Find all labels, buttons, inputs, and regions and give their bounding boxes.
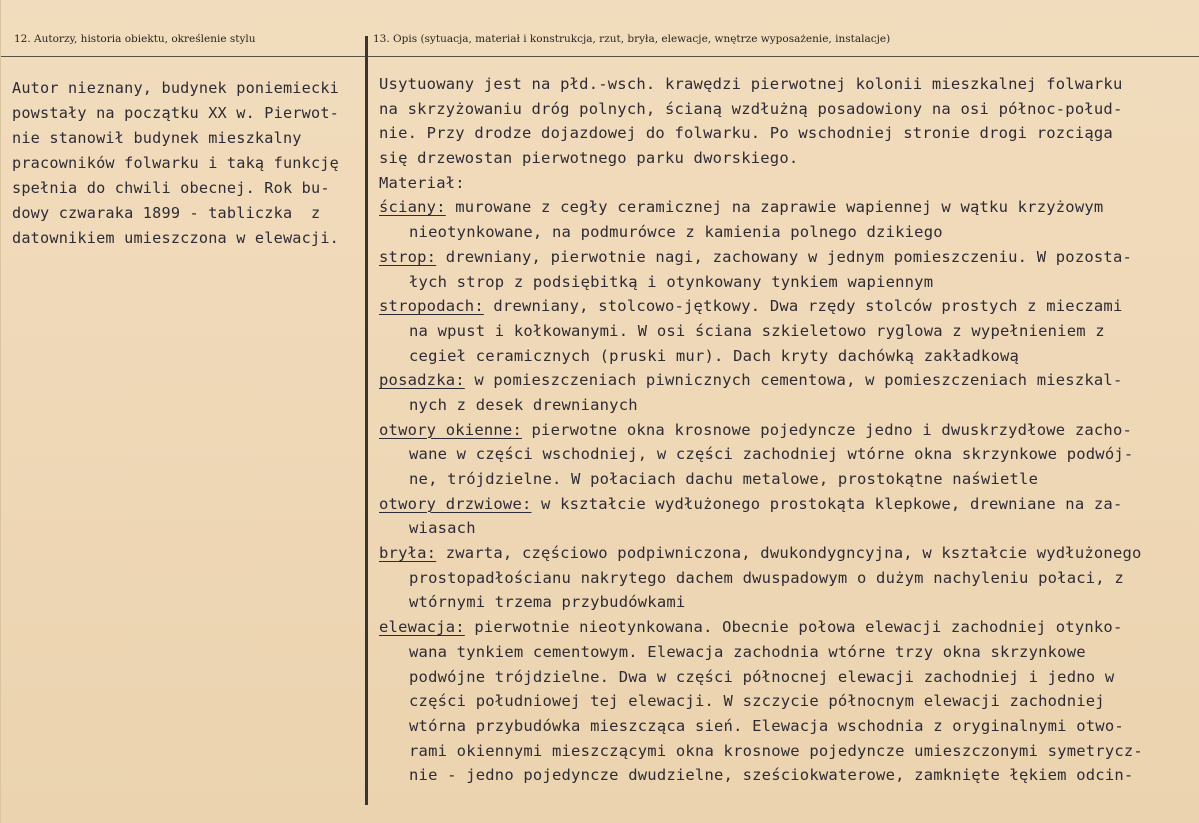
description-line <box>379 739 1143 764</box>
line-text: nie - jedno pojedyncze dwudzielne, sześciokwaterowe, zamknięte łękiem odcin- <box>409 766 1134 785</box>
history-line: powstały na początku XX w. Pierwot- <box>12 104 340 122</box>
field-label: elewacja: <box>379 618 465 637</box>
description-line <box>379 492 1143 517</box>
line-text: rami okiennymi mieszczącymi okna krosnowe pojedyncze umieszczonymi symetrycz- <box>409 741 1143 760</box>
description-line <box>379 615 1143 640</box>
history-line: Autor nieznany, budynek poniemiecki <box>12 79 340 97</box>
field-label: strop: <box>379 247 437 266</box>
history-line: pracowników folwarku i taką funkcję <box>12 154 340 172</box>
section-12-heading: 12. Autorzy, historia obiektu, określenie stylu <box>14 33 256 45</box>
description-line <box>379 418 1143 443</box>
line-text: łych strop z podsiębitką i otynkowany tynkiem wapiennym <box>409 272 934 291</box>
line-text: Materiał: <box>379 173 465 192</box>
history-line: datownikiem umieszczona w elewacji. <box>12 229 340 247</box>
description-line <box>379 146 1143 171</box>
line-text: w kształcie wydłużonego prostokąta klepkowe, drewniane na za- <box>531 494 1123 513</box>
description-text <box>379 72 1143 788</box>
history-line: spełnia do chwili obecnej. Rok bu- <box>12 179 330 197</box>
line-text: części południowej tej elewacji. W szczycie północnym elewacji zachodniej <box>409 692 1105 711</box>
description-line <box>379 541 1143 566</box>
field-label: bryła: <box>379 544 437 563</box>
description-line <box>379 270 1143 295</box>
field-label: ściany: <box>379 198 446 217</box>
description-line <box>379 72 1143 97</box>
line-text: na skrzyżowaniu dróg polnych, ścianą wzdłużną posadowiony na osi północ-połud- <box>379 99 1123 118</box>
line-text: wtórna przybudówka mieszcząca sień. Elewacja wschodnia z oryginalnymi otwo- <box>409 716 1124 735</box>
description-line <box>379 763 1143 788</box>
line-text: na wpust i kołkowanymi. W osi ściana szkieletowo ryglowa z wypełnieniem z <box>409 321 1105 340</box>
description-line <box>379 368 1143 393</box>
description-line <box>379 245 1143 270</box>
column-divider <box>365 36 368 805</box>
description-line <box>379 344 1143 369</box>
description-line <box>379 393 1143 418</box>
description-line <box>379 714 1143 739</box>
line-text: nych z desek drewnianych <box>409 395 638 414</box>
heading-rule-left <box>1 56 367 57</box>
description-line <box>379 689 1143 714</box>
heading-rule-right <box>367 56 1199 57</box>
line-text: pierwotnie nieotynkowana. Obecnie połowa elewacji zachodniej otynko- <box>464 618 1123 637</box>
field-label: stropodach: <box>379 297 484 316</box>
description-line <box>379 171 1143 196</box>
line-text: wtórnymi trzema przybudówkami <box>409 593 686 612</box>
description-line <box>379 294 1143 319</box>
line-text: drewniany, pierwotnie nagi, zachowany w jednym pomieszczeniu. W pozosta- <box>436 247 1133 266</box>
line-text: pierwotne okna krosnowe pojedyncze jedno i dwuskrzydłowe zacho- <box>521 420 1133 439</box>
line-text: wana tynkiem cementowym. Elewacja zachodnia wtórne trzy okna skrzynkowe <box>409 642 1086 661</box>
line-text: prostopadłościanu nakrytego dachem dwuspadowym o dużym nachyleniu połaci, z <box>409 568 1124 587</box>
description-line <box>379 319 1143 344</box>
line-text: się drzewostan pierwotnego parku dworskiego. <box>379 149 799 168</box>
description-line <box>379 121 1143 146</box>
description-line <box>379 665 1143 690</box>
field-label: otwory drzwiowe: <box>379 494 532 513</box>
description-line <box>379 195 1143 220</box>
line-text: drewniany, stolcowo-jętkowy. Dwa rzędy stolców prostych z mieczami <box>483 297 1123 316</box>
section-13-heading: 13. Opis (sytuacja, materiał i konstrukcja, rzut, bryła, elewacje, wnętrze wyposażenie, instalacje) <box>373 33 891 45</box>
line-text: nie. Przy drodze dojazdowej do folwarku. Po wschodniej stronie drogi rozciąga <box>379 124 1113 143</box>
line-text: zwarta, częściowo podpiwniczona, dwukondygncyjna, w kształcie wydłużonego <box>436 544 1142 563</box>
description-line <box>379 97 1143 122</box>
field-label: posadzka: <box>379 371 465 390</box>
description-line <box>379 590 1143 615</box>
line-text: wane w części wschodniej, w części zachodniej wtórne okna skrzynkowe podwój- <box>409 445 1134 464</box>
description-line <box>379 516 1143 541</box>
description-line <box>379 640 1143 665</box>
line-text: w pomieszczeniach piwnicznych cementowa, w pomieszczeniach mieszkal- <box>464 371 1123 390</box>
history-line: dowy czwaraka 1899 - tabliczka z <box>12 204 321 222</box>
line-text: wiasach <box>409 519 476 538</box>
description-line <box>379 442 1143 467</box>
line-text: Usytuowany jest na płd.-wsch. krawędzi pierwotnej kolonii mieszkalnej folwarku <box>379 75 1123 93</box>
description-line <box>379 566 1143 591</box>
line-text: cegieł ceramicznych (pruski mur). Dach kryty dachówką zakładkową <box>409 346 1020 365</box>
history-line: nie stanowił budynek mieszkalny <box>12 129 302 147</box>
field-label: otwory okienne: <box>379 420 522 439</box>
line-text: podwójne trójdzielne. Dwa w części północnej elewacji zachodniej i jedno w <box>409 667 1115 686</box>
description-line <box>379 220 1143 245</box>
description-line <box>379 467 1143 492</box>
authors-history-text <box>12 76 339 251</box>
line-text: murowane z cegły ceramicznej na zaprawie wapiennej w wątku krzyżowym <box>445 198 1104 217</box>
line-text: ne, trójdzielne. W połaciach dachu metalowe, prostokątne naświetle <box>409 470 1039 488</box>
line-text: nieotynkowane, na podmurówce z kamienia polnego dzikiego <box>409 223 943 242</box>
